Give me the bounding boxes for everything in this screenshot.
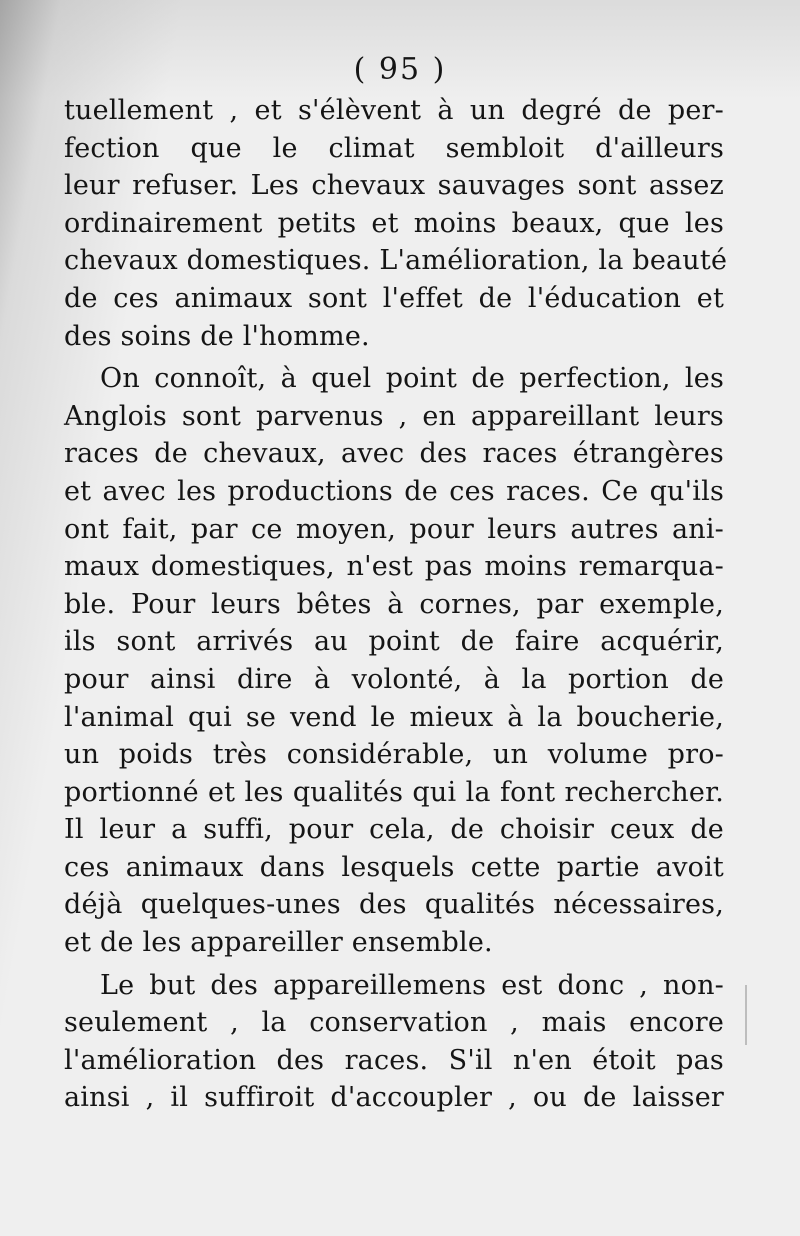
text-line: chevaux domestiques. L'amélioration, la beauté [64,245,728,277]
paragraph-start-line: On connoît, à quel point de perfection, les [100,363,724,395]
text-line: Il leur a suffi, pour cela, de choisir ceux de [64,814,724,846]
text-line: pour ainsi dire à volonté, à la portion de [64,663,724,695]
text-line: races de chevaux, avec des races étrangères [64,438,724,470]
text-line: des soins de l'homme. [64,320,370,352]
text-line: et avec les productions de ces races. Ce qu'ils [64,475,724,507]
page-number: ( 95 ) [353,52,447,87]
text-line: tuellement , et s'élèvent à un degré de per- [64,95,724,126]
text-line: déjà quelques-unes des qualités nécessaires, [64,889,724,921]
text-line: seulement , la conservation , mais encore [64,1007,724,1039]
text-line: de ces animaux sont l'effet de l'éducation et [64,282,724,314]
text-line: ont fait, par ce moyen, pour leurs autres ani- [64,513,724,545]
text-line: l'amélioration des races. S'il n'en étoit pas [64,1044,724,1076]
text-line: et de les appareiller ensemble. [64,927,493,959]
text-line: portionné et les qualités qui la font rechercher. [64,776,724,808]
text-line: ils sont arrivés au point de faire acquérir, [64,626,724,658]
text-line: l'animal qui se vend le mieux à la boucherie, [64,701,724,733]
text-line: ainsi , il suffiroit d'accoupler , ou de laisser [64,1082,724,1114]
text-line: leur refuser. Les chevaux sauvages sont assez [64,170,724,202]
text-line: un poids très considérable, un volume pro- [64,739,724,771]
margin-mark [745,985,747,1045]
text-line: maux domestiques, n'est pas moins remarqua- [64,551,724,583]
text-line: Anglois sont parvenus , en appareillant leurs [64,400,724,432]
text-line: ble. Pour leurs bêtes à cornes, par exemple, [64,588,724,620]
text-line: ces animaux dans lesquels cette partie avoit [64,851,724,883]
text-line: fection que le climat sembloit d'ailleurs [64,132,724,164]
body-text [64,92,728,1117]
text-line: ordinairement petits et moins beaux, que les [64,207,724,239]
paragraph-start-line: Le but des appareillemens est donc , non- [100,969,724,1001]
